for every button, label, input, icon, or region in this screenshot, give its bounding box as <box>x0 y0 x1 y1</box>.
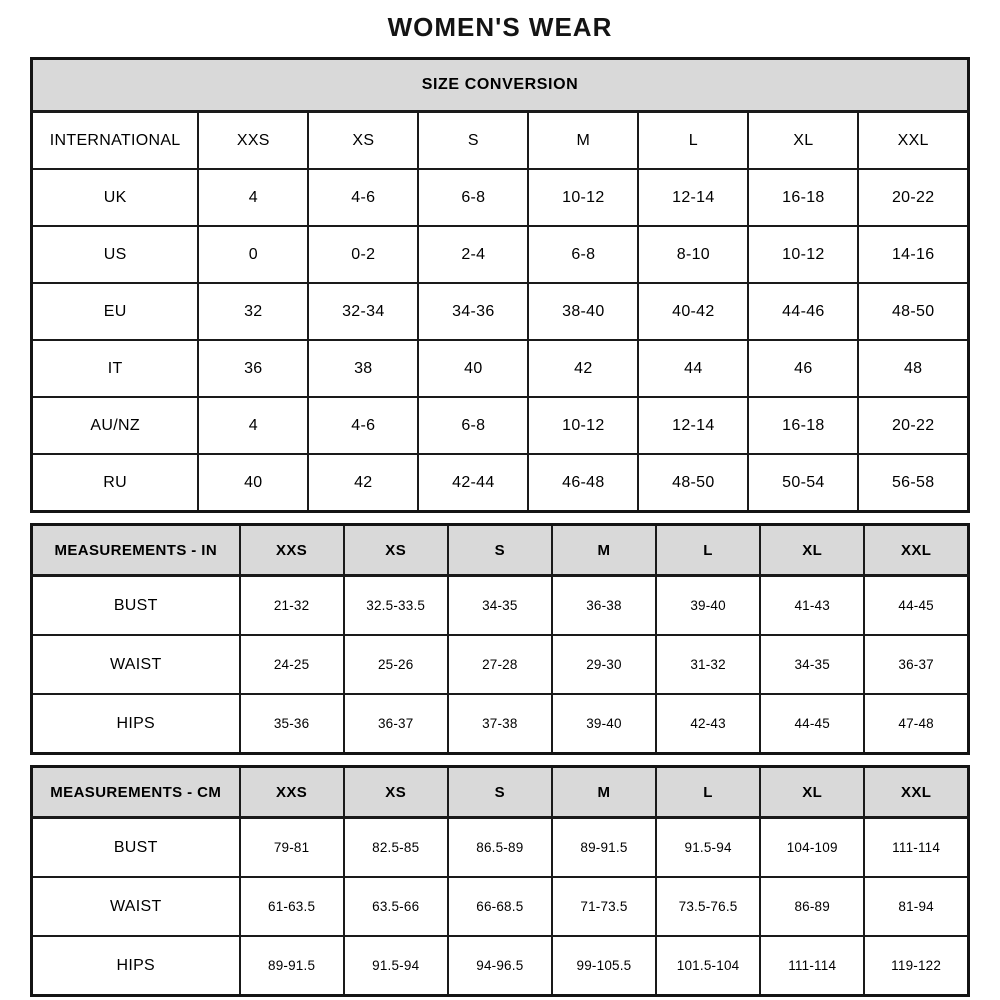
value-cell: 16-18 <box>748 169 858 226</box>
value-cell: 34-36 <box>418 283 528 340</box>
table-row <box>32 340 969 397</box>
value-cell: 29-30 <box>552 635 656 694</box>
size-header-cell: XL <box>760 525 864 576</box>
value-cell: 79-81 <box>240 818 344 878</box>
value-cell: 61-63.5 <box>240 877 344 936</box>
value-cell: 4 <box>198 397 308 454</box>
value-cell: 31-32 <box>656 635 760 694</box>
row-label: WAIST <box>32 877 240 936</box>
size-header-cell: XXS <box>198 112 308 170</box>
table-row <box>32 454 969 512</box>
size-header-cell: XXS <box>240 525 344 576</box>
value-cell: 0 <box>198 226 308 283</box>
measurements-cm-table <box>30 765 970 997</box>
value-cell: 14-16 <box>858 226 968 283</box>
row-label: HIPS <box>32 694 240 754</box>
size-header-cell: S <box>448 767 552 818</box>
table-header-row <box>32 525 969 576</box>
header-label-cell: MEASUREMENTS - CM <box>32 767 240 818</box>
row-label: UK <box>32 169 199 226</box>
value-cell: 10-12 <box>748 226 858 283</box>
size-header-cell: M <box>552 525 656 576</box>
value-cell: 91.5-94 <box>656 818 760 878</box>
value-cell: 10-12 <box>528 169 638 226</box>
value-cell: 91.5-94 <box>344 936 448 996</box>
size-header-cell: S <box>448 525 552 576</box>
value-cell: 36 <box>198 340 308 397</box>
value-cell: 41-43 <box>760 576 864 636</box>
value-cell: 38-40 <box>528 283 638 340</box>
size-header-cell: XS <box>344 767 448 818</box>
measurements-in-table <box>30 523 970 755</box>
value-cell: 111-114 <box>864 818 968 878</box>
size-header-cell: L <box>638 112 748 170</box>
row-label: EU <box>32 283 199 340</box>
table-row <box>32 169 969 226</box>
size-header-cell: XXL <box>858 112 968 170</box>
size-header-cell: M <box>552 767 656 818</box>
size-conversion-table <box>30 57 970 513</box>
value-cell: 89-91.5 <box>240 936 344 996</box>
size-header-cell: S <box>418 112 528 170</box>
value-cell: 73.5-76.5 <box>656 877 760 936</box>
value-cell: 12-14 <box>638 169 748 226</box>
size-header-cell: M <box>528 112 638 170</box>
size-header-cell: XS <box>344 525 448 576</box>
size-header-cell: XXL <box>864 525 968 576</box>
value-cell: 42 <box>308 454 418 512</box>
row-label: BUST <box>32 818 240 878</box>
value-cell: 38 <box>308 340 418 397</box>
value-cell: 39-40 <box>552 694 656 754</box>
table-row <box>32 226 969 283</box>
value-cell: 35-36 <box>240 694 344 754</box>
value-cell: 37-38 <box>448 694 552 754</box>
table-row <box>32 576 969 636</box>
value-cell: 56-58 <box>858 454 968 512</box>
value-cell: 36-37 <box>344 694 448 754</box>
table-title: SIZE CONVERSION <box>32 59 969 112</box>
value-cell: 25-26 <box>344 635 448 694</box>
value-cell: 36-38 <box>552 576 656 636</box>
value-cell: 81-94 <box>864 877 968 936</box>
table-row <box>32 397 969 454</box>
value-cell: 40 <box>418 340 528 397</box>
size-header-cell: XXL <box>864 767 968 818</box>
value-cell: 2-4 <box>418 226 528 283</box>
value-cell: 20-22 <box>858 169 968 226</box>
value-cell: 32.5-33.5 <box>344 576 448 636</box>
value-cell: 101.5-104 <box>656 936 760 996</box>
value-cell: 32 <box>198 283 308 340</box>
page-title: WOMEN'S WEAR <box>387 12 613 42</box>
value-cell: 12-14 <box>638 397 748 454</box>
size-header-cell: L <box>656 525 760 576</box>
value-cell: 36-37 <box>864 635 968 694</box>
value-cell: 40-42 <box>638 283 748 340</box>
value-cell: 34-35 <box>448 576 552 636</box>
value-cell: 4-6 <box>308 397 418 454</box>
value-cell: 6-8 <box>528 226 638 283</box>
value-cell: 4 <box>198 169 308 226</box>
table-header-row <box>32 112 969 170</box>
size-header-cell: L <box>656 767 760 818</box>
value-cell: 20-22 <box>858 397 968 454</box>
value-cell: 66-68.5 <box>448 877 552 936</box>
value-cell: 27-28 <box>448 635 552 694</box>
size-header-cell: XL <box>760 767 864 818</box>
value-cell: 94-96.5 <box>448 936 552 996</box>
value-cell: 99-105.5 <box>552 936 656 996</box>
value-cell: 63.5-66 <box>344 877 448 936</box>
value-cell: 104-109 <box>760 818 864 878</box>
value-cell: 44-46 <box>748 283 858 340</box>
table-row <box>32 877 969 936</box>
value-cell: 42-44 <box>418 454 528 512</box>
value-cell: 10-12 <box>528 397 638 454</box>
value-cell: 42 <box>528 340 638 397</box>
value-cell: 34-35 <box>760 635 864 694</box>
row-label: RU <box>32 454 199 512</box>
size-header-cell: XL <box>748 112 858 170</box>
value-cell: 48-50 <box>858 283 968 340</box>
size-header-cell: XXS <box>240 767 344 818</box>
value-cell: 6-8 <box>418 169 528 226</box>
value-cell: 48 <box>858 340 968 397</box>
table-row <box>32 283 969 340</box>
row-label: IT <box>32 340 199 397</box>
row-label: AU/NZ <box>32 397 199 454</box>
value-cell: 24-25 <box>240 635 344 694</box>
value-cell: 44 <box>638 340 748 397</box>
table-row <box>32 635 969 694</box>
value-cell: 44-45 <box>760 694 864 754</box>
value-cell: 119-122 <box>864 936 968 996</box>
value-cell: 39-40 <box>656 576 760 636</box>
value-cell: 40 <box>198 454 308 512</box>
row-label: HIPS <box>32 936 240 996</box>
value-cell: 32-34 <box>308 283 418 340</box>
value-cell: 50-54 <box>748 454 858 512</box>
value-cell: 16-18 <box>748 397 858 454</box>
table-row <box>32 818 969 878</box>
value-cell: 8-10 <box>638 226 748 283</box>
table-title-row <box>32 59 969 112</box>
value-cell: 86-89 <box>760 877 864 936</box>
size-header-cell: XS <box>308 112 418 170</box>
value-cell: 47-48 <box>864 694 968 754</box>
value-cell: 4-6 <box>308 169 418 226</box>
value-cell: 46-48 <box>528 454 638 512</box>
row-label: US <box>32 226 199 283</box>
value-cell: 89-91.5 <box>552 818 656 878</box>
value-cell: 42-43 <box>656 694 760 754</box>
table-header-row <box>32 767 969 818</box>
header-label-cell: INTERNATIONAL <box>32 112 199 170</box>
value-cell: 71-73.5 <box>552 877 656 936</box>
row-label: BUST <box>32 576 240 636</box>
header-label-cell: MEASUREMENTS - IN <box>32 525 240 576</box>
value-cell: 0-2 <box>308 226 418 283</box>
value-cell: 6-8 <box>418 397 528 454</box>
value-cell: 21-32 <box>240 576 344 636</box>
value-cell: 86.5-89 <box>448 818 552 878</box>
value-cell: 111-114 <box>760 936 864 996</box>
table-row <box>32 936 969 996</box>
table-row <box>32 694 969 754</box>
value-cell: 44-45 <box>864 576 968 636</box>
value-cell: 82.5-85 <box>344 818 448 878</box>
row-label: WAIST <box>32 635 240 694</box>
value-cell: 48-50 <box>638 454 748 512</box>
value-cell: 46 <box>748 340 858 397</box>
